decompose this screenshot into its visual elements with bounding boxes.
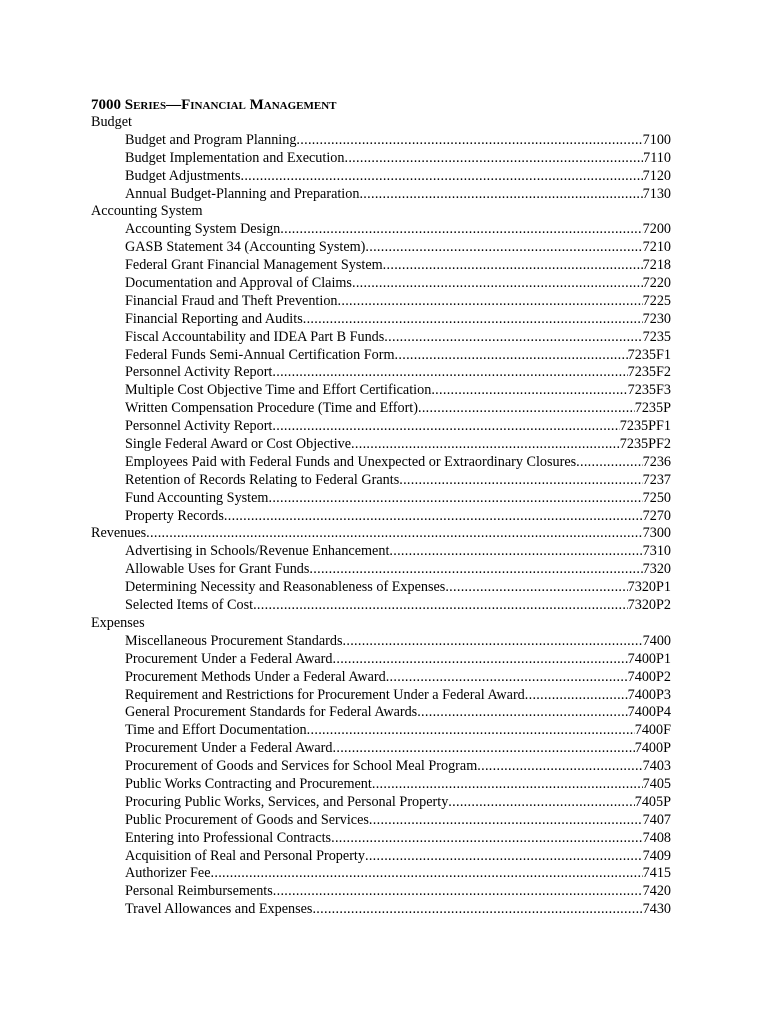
toc-entry-label: Public Procurement of Goods and Services: [125, 811, 369, 828]
toc-entry-number: 7235PF2: [619, 436, 671, 453]
toc-entry: [91, 132, 671, 150]
toc-entry-label: Retention of Records Relating to Federal Grants: [125, 471, 400, 488]
dot-leader: [211, 865, 643, 883]
dot-leader: [369, 812, 643, 830]
toc-entry-label: Accounting System Design: [125, 221, 281, 238]
toc-entry-number: 7235P: [634, 400, 671, 417]
dot-leader: [273, 883, 643, 901]
dot-leader: [448, 794, 634, 812]
dot-leader: [365, 848, 643, 866]
toc-entry-number: 7270: [642, 507, 671, 524]
toc-entry-label: Single Federal Award or Cost Objective: [125, 436, 352, 453]
toc-entry-label: Personal Reimbursements: [125, 883, 273, 900]
toc-entry-number: 7235F1: [627, 346, 671, 363]
toc-entry: [91, 239, 671, 257]
toc-entry-number: 7200: [642, 221, 671, 238]
toc-entry: [91, 687, 671, 705]
toc-entry: [91, 669, 671, 687]
toc-entry: [91, 293, 671, 311]
toc-entry-label: Property Records: [125, 507, 224, 524]
toc-entry-number: 7409: [642, 847, 671, 864]
toc-entry: [91, 382, 671, 400]
dot-leader: [384, 329, 642, 347]
toc-entry-number: 7250: [642, 489, 671, 506]
toc-entry: [91, 597, 671, 615]
dot-leader: [417, 704, 627, 722]
toc-entry-label: Personnel Activity Report: [125, 418, 273, 435]
toc-entry-number: 7218: [642, 257, 671, 274]
toc-entry: [91, 436, 671, 454]
dot-leader: [312, 901, 642, 919]
dot-leader: [331, 830, 643, 848]
dot-leader: [240, 168, 642, 186]
toc-entry-label: Procurement Under a Federal Award: [125, 650, 333, 667]
dot-leader: [307, 722, 635, 740]
toc-entry-number: 7320P1: [627, 579, 671, 596]
toc-entry-label: Determining Necessity and Reasonableness of Expenses: [125, 579, 446, 596]
toc-entry: [91, 186, 671, 204]
toc-entry: [91, 221, 671, 239]
toc-entry-number: 7100: [642, 131, 671, 148]
section-heading-label: Budget: [91, 114, 132, 130]
dot-leader: [272, 418, 619, 436]
dot-leader: [365, 239, 642, 257]
toc-entry-label: Financial Fraud and Theft Prevention: [125, 292, 338, 309]
dot-leader: [338, 293, 643, 311]
toc-entry-label: Budget Implementation and Execution: [125, 149, 345, 166]
toc-entry-number: 7407: [642, 811, 671, 828]
toc-entry: [91, 651, 671, 669]
section-heading: [91, 525, 671, 543]
toc-entry-number: 7235PF1: [619, 418, 671, 435]
toc-entry-label: Requirement and Restrictions for Procurement Under a Federal Award: [125, 686, 525, 703]
toc-entry-number: 7400P1: [627, 650, 671, 667]
toc-entry-number: 7405: [642, 775, 671, 792]
dot-leader: [280, 221, 642, 239]
toc-entry-number: 7400P: [634, 740, 671, 757]
dot-leader: [445, 579, 627, 597]
dot-leader: [343, 633, 643, 651]
toc-entry-label: Acquisition of Real and Personal Property: [125, 847, 365, 864]
toc-entry-label: Personnel Activity Report: [125, 364, 273, 381]
toc-entry-number: 7236: [642, 453, 671, 470]
toc-entry-number: 7320: [642, 561, 671, 578]
toc-entry-label: Authorizer Fee: [125, 865, 211, 882]
toc-entry: [91, 812, 671, 830]
toc-entry: [91, 543, 671, 561]
dot-leader: [333, 740, 635, 758]
dot-leader: [386, 669, 628, 687]
toc-entry: [91, 275, 671, 293]
dot-leader: [395, 347, 628, 365]
toc-entry-label: Travel Allowances and Expenses: [125, 901, 313, 918]
toc-entry: [91, 776, 671, 794]
toc-entry-label: Selected Items of Cost: [125, 597, 254, 614]
toc-entry: [91, 257, 671, 275]
toc-entry: [91, 848, 671, 866]
toc-entry-label: Documentation and Approval of Claims: [125, 275, 352, 292]
dot-leader: [418, 400, 635, 418]
toc-entry: [91, 508, 671, 526]
toc-entry-number: 7120: [642, 167, 671, 184]
dot-leader: [224, 508, 643, 526]
toc-entry-number: 7420: [642, 883, 671, 900]
toc-entry-label: Annual Budget-Planning and Preparation: [125, 185, 360, 202]
toc-entry: [91, 883, 671, 901]
section-heading-label: Accounting System: [91, 203, 203, 220]
toc-entry-label: Entering into Professional Contracts: [125, 829, 332, 846]
toc-entry: [91, 490, 671, 508]
toc-entry-number: 7400P3: [627, 686, 671, 703]
toc-entry-label: GASB Statement 34 (Accounting System): [125, 239, 366, 256]
toc-entry: [91, 347, 671, 365]
toc-entry-label: Financial Reporting and Audits: [125, 310, 303, 327]
toc-entry: [91, 472, 671, 490]
dot-leader: [359, 186, 642, 204]
toc-entry-number: 7235: [642, 328, 671, 345]
section-heading-number: 7300: [642, 525, 671, 542]
toc-entry: [91, 418, 671, 436]
toc-entry-label: Multiple Cost Objective Time and Effort Certification: [125, 382, 432, 399]
toc-entry-label: Budget Adjustments: [125, 167, 241, 184]
toc-entry-number: 7235F3: [627, 382, 671, 399]
toc-entry-number: 7403: [642, 758, 671, 775]
toc-entry: [91, 329, 671, 347]
toc-entry: [91, 311, 671, 329]
toc-entry-label: Time and Effort Documentation: [125, 722, 307, 739]
dot-leader: [296, 132, 642, 150]
toc-entry: [91, 454, 671, 472]
toc-entry-label: Federal Funds Semi-Annual Certification Form: [125, 346, 395, 363]
series-title: Series—Financial Management: [124, 97, 337, 113]
toc-entry-label: Allowable Uses for Grant Funds: [125, 561, 310, 578]
toc-entry: [91, 579, 671, 597]
toc-entry: [91, 364, 671, 382]
toc-entry: [91, 794, 671, 812]
toc-entry-label: Budget and Program Planning: [125, 131, 297, 148]
dot-leader: [525, 687, 628, 705]
dot-leader: [372, 776, 643, 794]
toc-entry-label: Employees Paid with Federal Funds and Unexpected or Extraordinary Closures: [125, 453, 577, 470]
toc-entry-number: 7415: [642, 865, 671, 882]
dot-leader: [344, 150, 643, 168]
toc-entry: [91, 150, 671, 168]
dot-leader: [383, 257, 643, 275]
dot-leader: [351, 436, 620, 454]
toc-entry-number: 7310: [642, 543, 671, 560]
dot-leader: [309, 561, 642, 579]
toc-entry-number: 7405P: [634, 793, 671, 810]
toc-entry-number: 7230: [642, 310, 671, 327]
toc-entry: [91, 400, 671, 418]
page-title: [91, 96, 671, 114]
dot-leader: [268, 490, 642, 508]
toc-entry-label: Written Compensation Procedure (Time and Effort): [125, 400, 418, 417]
dot-leader: [352, 275, 643, 293]
toc-entry-label: Procurement of Goods and Services for School Meal Program: [125, 758, 478, 775]
toc-entry: [91, 758, 671, 776]
toc-entry: [91, 830, 671, 848]
toc-entry-number: 7320P2: [627, 597, 671, 614]
toc-entry-label: Federal Grant Financial Management System: [125, 257, 383, 274]
dot-leader: [253, 597, 628, 615]
toc-entry: [91, 633, 671, 651]
dot-leader: [576, 454, 642, 472]
toc-entry-label: Procurement Methods Under a Federal Award: [125, 668, 386, 685]
toc-entry-number: 7110: [643, 149, 671, 166]
toc-entry-number: 7235F2: [627, 364, 671, 381]
toc-entry-label: Fund Accounting System: [125, 489, 269, 506]
dot-leader: [389, 543, 642, 561]
dot-leader: [399, 472, 642, 490]
table-of-contents: [91, 114, 671, 919]
toc-entry-label: Public Works Contracting and Procurement: [125, 775, 372, 792]
section-heading: [91, 615, 671, 633]
dot-leader: [477, 758, 642, 776]
toc-entry: [91, 561, 671, 579]
section-heading-label: Revenues: [91, 525, 147, 542]
toc-entry-number: 7225: [642, 292, 671, 309]
section-heading-label: Expenses: [91, 614, 145, 631]
toc-entry-number: 7237: [642, 471, 671, 488]
dot-leader: [272, 364, 627, 382]
toc-entry: [91, 704, 671, 722]
toc-entry: [91, 901, 671, 919]
section-heading: [91, 203, 671, 221]
toc-entry-number: 7430: [642, 901, 671, 918]
dot-leader: [146, 525, 642, 543]
toc-entry-label: Procurement Under a Federal Award: [125, 740, 333, 757]
section-heading: [91, 114, 671, 132]
toc-entry-number: 7408: [642, 829, 671, 846]
toc-entry: [91, 168, 671, 186]
toc-entry-number: 7400: [642, 632, 671, 649]
toc-entry: [91, 722, 671, 740]
toc-entry-number: 7130: [642, 185, 671, 202]
toc-entry-number: 7210: [642, 239, 671, 256]
toc-entry-label: Procuring Public Works, Services, and Personal Property: [125, 793, 449, 810]
document-page: [91, 96, 671, 919]
dot-leader: [333, 651, 628, 669]
toc-entry-number: 7400P2: [627, 668, 671, 685]
toc-entry: [91, 740, 671, 758]
toc-entry-number: 7400P4: [627, 704, 671, 721]
toc-entry-number: 7220: [642, 275, 671, 292]
toc-entry-label: General Procurement Standards for Federal Awards: [125, 704, 418, 721]
toc-entry: [91, 865, 671, 883]
toc-entry-label: Miscellaneous Procurement Standards: [125, 632, 343, 649]
toc-entry-label: Fiscal Accountability and IDEA Part B Funds: [125, 328, 385, 345]
series-number: 7000: [91, 97, 121, 113]
toc-entry-label: Advertising in Schools/Revenue Enhancement: [125, 543, 390, 560]
toc-entry-number: 7400F: [634, 722, 671, 739]
dot-leader: [303, 311, 643, 329]
dot-leader: [431, 382, 627, 400]
